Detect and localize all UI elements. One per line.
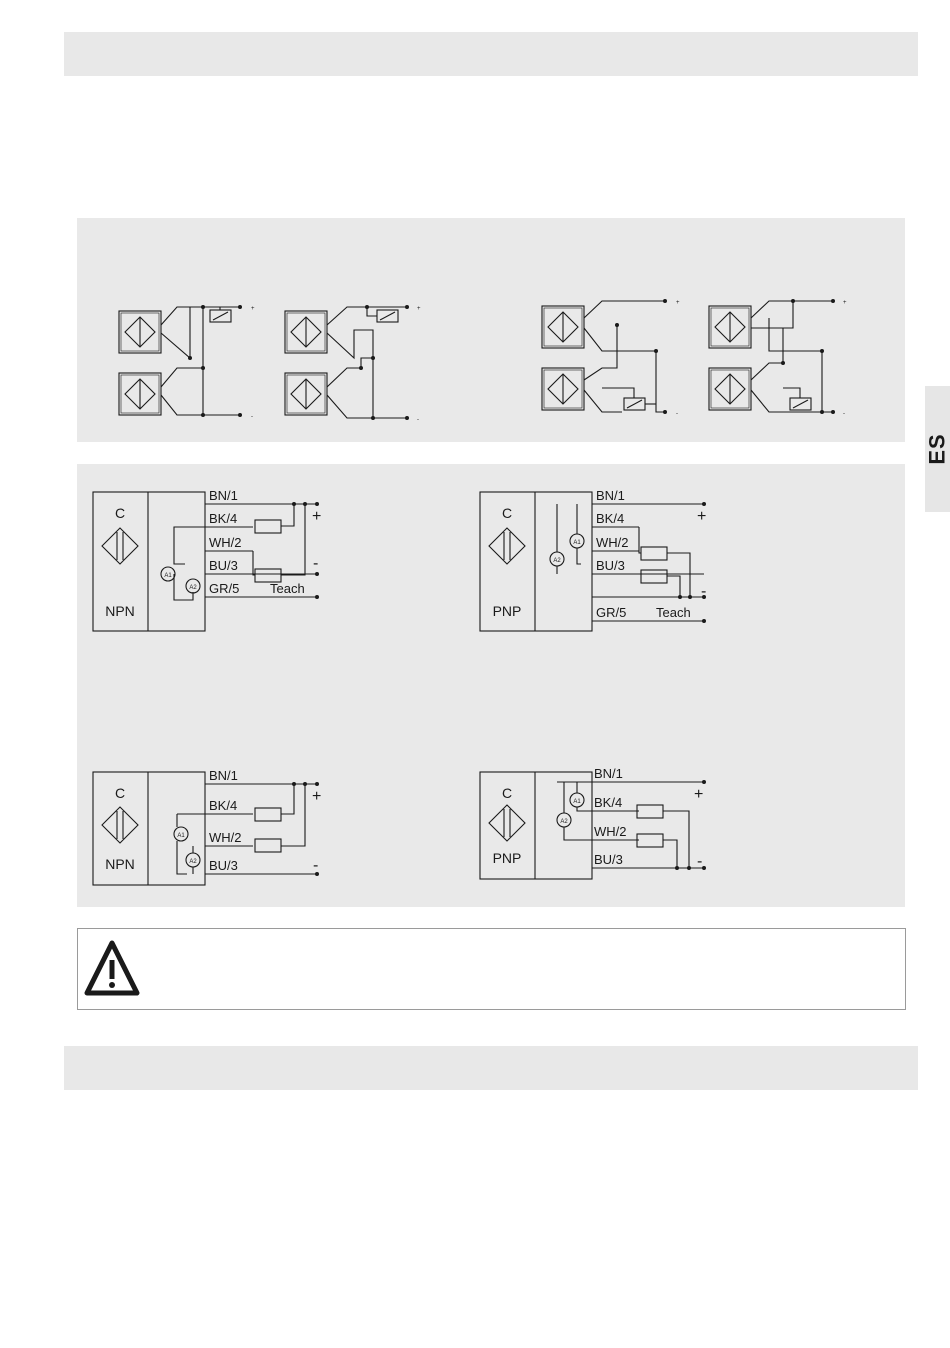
language-tab[interactable] [925, 386, 950, 512]
minus-label: - [417, 417, 419, 423]
wire-gr: GR/5 [596, 605, 627, 620]
a1-label: A1 [177, 833, 185, 839]
minus-label: - [313, 555, 319, 572]
output-type-label: PNP [492, 850, 522, 866]
plus-label: + [417, 306, 421, 312]
wire-bk: BK/4 [594, 795, 623, 810]
minus-label: - [843, 411, 845, 417]
wire-wh: WH/2 [596, 535, 629, 550]
plus-label: + [251, 306, 255, 312]
diagram-2 [285, 305, 421, 423]
diagram-4 [709, 299, 847, 417]
sensor-type-label: C [114, 785, 126, 801]
minus-label: - [701, 583, 707, 600]
plus-label: + [312, 788, 322, 805]
warning-box [77, 928, 906, 1010]
wire-bu: BU/3 [209, 858, 238, 873]
wiring-diagrams-panel [77, 464, 905, 907]
wire-bk: BK/4 [209, 511, 238, 526]
wire-wh: WH/2 [209, 830, 242, 845]
connection-diagrams-panel [77, 218, 905, 442]
wiring-pnp-teach [480, 488, 706, 631]
wire-gr: GR/5 [209, 581, 240, 596]
minus-label: - [697, 853, 703, 870]
sensor-type-label: C [501, 505, 513, 521]
header-bar [64, 32, 918, 76]
a1-label: A1 [164, 573, 172, 579]
a2-label: A2 [189, 859, 197, 865]
wire-bu: BU/3 [596, 558, 625, 573]
a1-label: A1 [573, 799, 581, 805]
language-tab-label: ES [924, 433, 950, 465]
section-bar-bottom [64, 1046, 918, 1090]
teach-label: Teach [270, 581, 305, 596]
wiring-pnp [480, 766, 706, 879]
wiring-npn-teach [93, 488, 321, 631]
sensor-type-label: C [501, 785, 513, 801]
plus-label: + [694, 786, 704, 803]
plus-label: + [676, 300, 680, 306]
minus-label: - [676, 411, 678, 417]
warning-icon [82, 938, 142, 1000]
wire-bu: BU/3 [209, 558, 238, 573]
wire-wh: WH/2 [209, 535, 242, 550]
minus-label: - [251, 414, 253, 420]
wire-bn: BN/1 [209, 488, 238, 503]
output-type-label: NPN [105, 603, 135, 619]
series-parallel-diagrams [77, 218, 905, 442]
wire-bn: BN/1 [209, 768, 238, 783]
wiring-diagrams [77, 464, 905, 907]
plus-label: + [697, 508, 707, 525]
a2-label: A2 [560, 819, 568, 825]
a2-label: A2 [189, 585, 197, 591]
output-type-label: PNP [492, 603, 522, 619]
plus-label: + [843, 300, 847, 306]
wire-wh: WH/2 [594, 824, 627, 839]
a2-label: A2 [553, 558, 561, 564]
output-type-label: NPN [105, 856, 135, 872]
plus-label: + [312, 508, 322, 525]
minus-label: - [313, 857, 319, 874]
diagram-3 [542, 299, 680, 417]
diagram-1 [119, 305, 255, 420]
sensor-type-label: C [114, 505, 126, 521]
a1-label: A1 [573, 540, 581, 546]
wiring-npn [93, 768, 321, 885]
wire-bk: BK/4 [596, 511, 625, 526]
wire-bn: BN/1 [596, 488, 625, 503]
teach-label: Teach [656, 605, 691, 620]
wire-bu: BU/3 [594, 852, 623, 867]
wire-bn: BN/1 [594, 766, 623, 781]
wire-bk: BK/4 [209, 798, 238, 813]
